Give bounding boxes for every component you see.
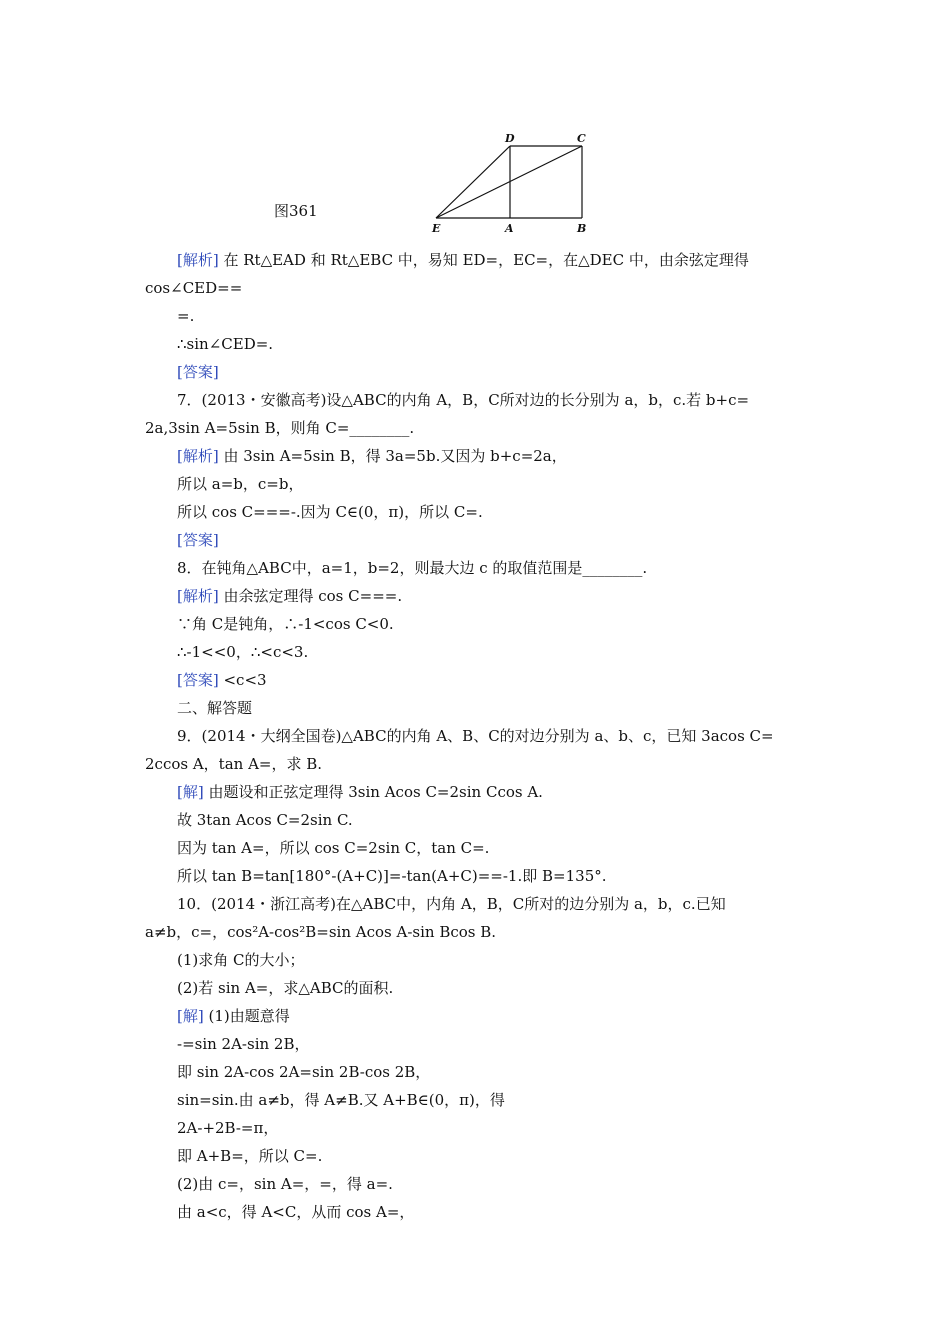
text-line [177, 698, 252, 718]
text-line [177, 614, 394, 634]
line-text: 所以 cos C===-.因为 C∈(0，π)，所以 C=. [177, 503, 483, 521]
section-tag: [解析] [177, 251, 219, 269]
label-c: C [577, 132, 586, 145]
line-text: 10．(2014・浙江高考)在△ABC中，内角 A，B，C所对的边分别为 a，b，c.已知 [177, 895, 726, 913]
text-line [177, 726, 774, 746]
line-text: 2A-+2B-=π， [177, 1119, 279, 1137]
line-text: 由题设和正弦定理得 3sin Acos C=2sin Ccos A. [203, 783, 543, 801]
text-line [177, 810, 353, 830]
text-line [177, 1118, 278, 1138]
text-line [177, 362, 219, 382]
line-text: 2ccos A，tan A=，求 B. [145, 755, 323, 773]
line-text: (1)求角 C的大小； [177, 951, 305, 969]
line-text: ∴sin∠CED=. [177, 335, 274, 353]
section-tag: [答案] [177, 363, 219, 381]
line-text: cos∠CED== [145, 279, 243, 297]
line-text: ∵角 C是钝角，∴-1<cos C<0. [177, 615, 394, 633]
line-text: 由余弦定理得 cos C===. [218, 587, 403, 605]
text-line [177, 866, 607, 886]
line-text: 由 3sin A=5sin B，得 3a=5b.又因为 b+c=2a， [218, 447, 567, 465]
text-line [145, 922, 496, 942]
text-line [177, 1062, 430, 1082]
segment-ec [436, 146, 582, 218]
line-text: a≠b，c=，cos²A-cos²B=sin Acos A-sin Bcos B. [145, 923, 497, 941]
line-text: (2)由 c=，sin A=，=，得 a=. [177, 1175, 393, 1193]
text-line [177, 1006, 290, 1026]
line-text: 即 sin 2A-cos 2A=sin 2B-cos 2B， [177, 1063, 431, 1081]
text-line [177, 558, 647, 578]
text-line [177, 894, 726, 914]
line-text: =. [177, 307, 195, 325]
text-line [177, 1174, 393, 1194]
line-text: ∴-1<<0，∴<c<3. [177, 643, 309, 661]
text-line [177, 1034, 310, 1054]
line-text: 即 A+B=，所以 C=. [177, 1147, 323, 1165]
text-line [177, 978, 393, 998]
section-tag: [答案] [177, 671, 219, 689]
segment-ed [436, 146, 510, 218]
label-a: A [505, 222, 514, 235]
section-tag: [解析] [177, 447, 219, 465]
section-tag: [解] [177, 783, 204, 801]
text-line [145, 418, 414, 438]
figure-caption: 图361 [274, 202, 318, 220]
figure-361 [420, 128, 600, 238]
line-text: 二、解答题 [177, 699, 253, 717]
line-text: 所以 a=b，c=b， [177, 475, 304, 493]
text-line [177, 446, 567, 466]
line-text: -=sin 2A-sin 2B， [177, 1035, 310, 1053]
line-text: <c<3 [218, 671, 267, 689]
line-text: 2a,3sin A=5sin B，则角 C=________. [145, 419, 415, 437]
section-tag: [答案] [177, 531, 219, 549]
text-line [177, 530, 219, 550]
text-line [177, 950, 305, 970]
text-line [177, 306, 194, 326]
label-d: D [505, 132, 515, 145]
text-line [177, 642, 308, 662]
section-tag: [解] [177, 1007, 204, 1025]
text-line [177, 838, 489, 858]
line-text: 故 3tan Acos C=2sin C. [177, 811, 353, 829]
line-text: 在 Rt△EAD 和 Rt△EBC 中，易知 ED=，EC=，在△DEC 中，由余弦定理得 [218, 251, 749, 269]
text-line [177, 1090, 505, 1110]
text-line [177, 1202, 414, 1222]
line-text: (2)若 sin A=，求△ABC的面积. [177, 979, 394, 997]
text-line [177, 334, 273, 354]
label-e: E [432, 222, 441, 235]
text-line [177, 670, 267, 690]
text-line [145, 278, 242, 298]
text-line [177, 782, 543, 802]
line-text: 8．在钝角△ABC中，a=1，b=2，则最大边 c 的取值范围是________. [177, 559, 648, 577]
text-line [177, 390, 749, 410]
text-line [145, 754, 322, 774]
line-text: 由 a<c，得 A<C，从而 cos A=， [177, 1203, 415, 1221]
text-line [177, 1146, 322, 1166]
text-line [177, 250, 749, 270]
text-line [177, 474, 303, 494]
text-line [177, 586, 402, 606]
line-text: 因为 tan A=，所以 cos C=2sin C，tan C=. [177, 839, 490, 857]
line-text: 9．(2014・大纲全国卷)△ABC的内角 A、B、C的对边分别为 a、b、c，已知 3acos C= [177, 727, 774, 745]
line-text: 所以 tan B=tan[180°-(A+C)]=-tan(A+C)==-1.即 B=135°. [177, 867, 607, 885]
line-text: 7．(2013・安徽高考)设△ABC的内角 A，B，C所对边的长分别为 a，b，c.若 b+c= [177, 391, 750, 409]
line-text: (1)由题意得 [203, 1007, 290, 1025]
section-tag: [解析] [177, 587, 219, 605]
line-text: sin=sin.由 a≠b，得 A≠B.又 A+B∈(0，π)，得 [177, 1091, 505, 1109]
label-b: B [577, 222, 587, 235]
text-line [177, 502, 483, 522]
